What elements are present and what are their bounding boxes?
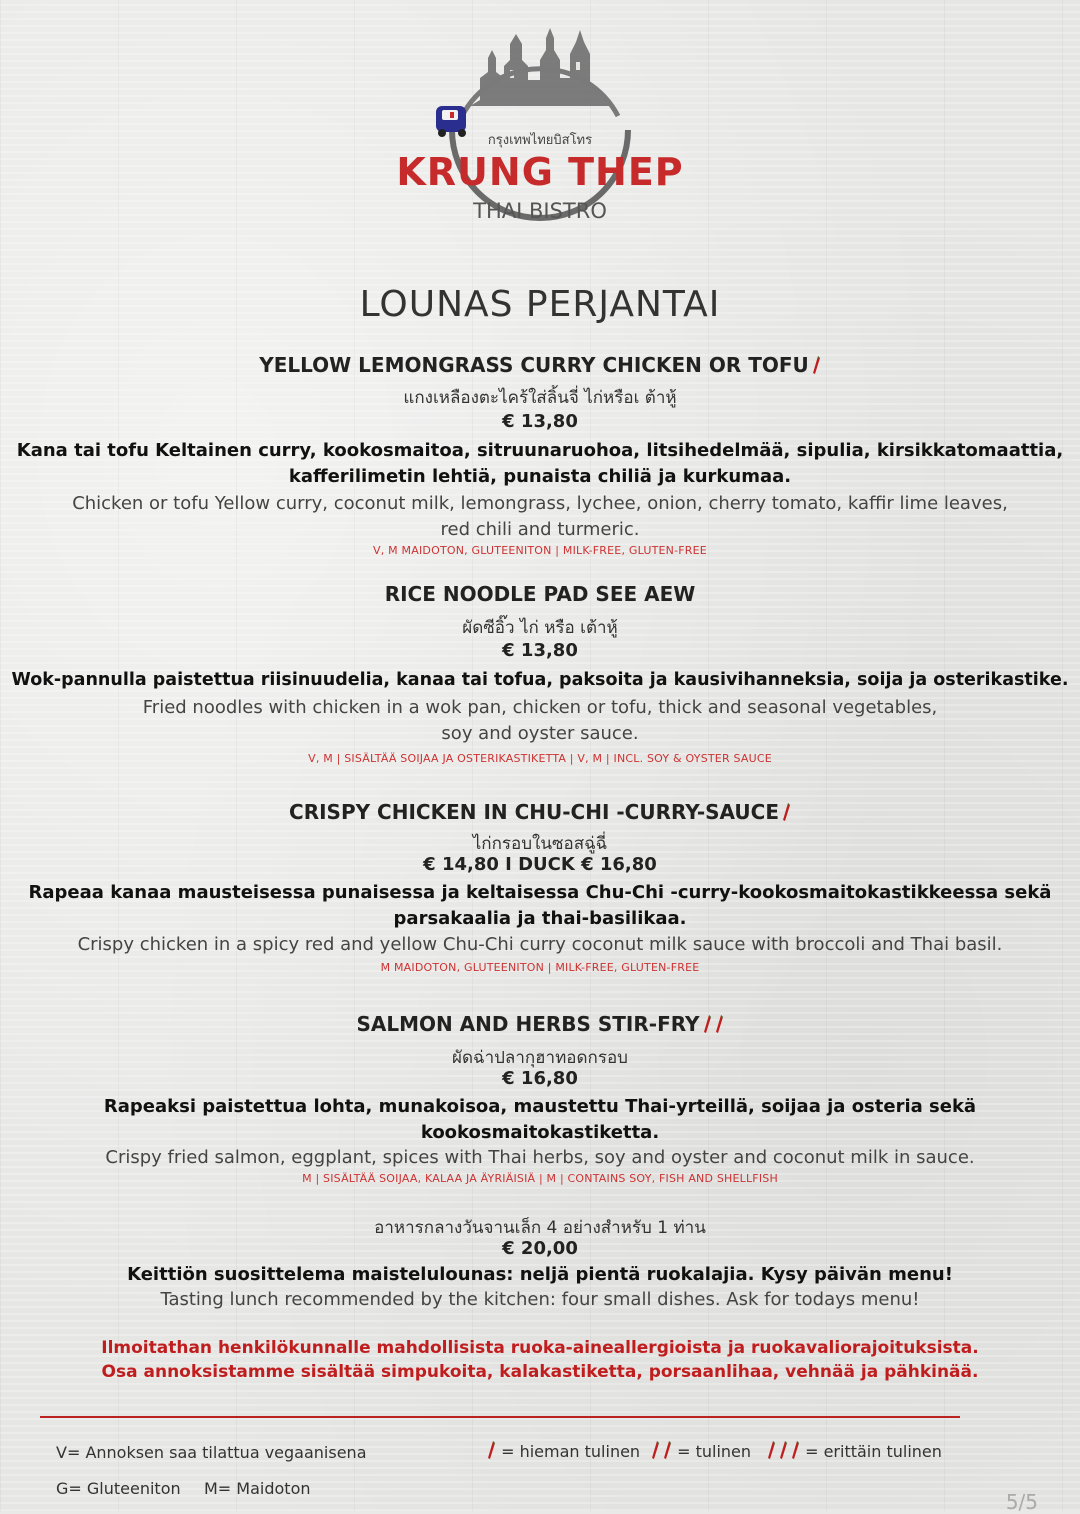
dish-description-en: red chili and turmeric. [440,519,640,540]
legend-mild-label: = hieman tulinen [501,1442,641,1461]
dish-diet-tags: M | SISÄLTÄÄ SOIJAA, KALAA JA ÄYRIÄISIÄ | M | CONTAINS SOY, FISH AND SHELLFISH [302,1172,778,1185]
tasting-description-fi: Keittiön suosittelema maistelulounas: neljä pientä ruokalajia. Kysy päivän menu! [127,1264,953,1285]
dish-name [0,800,1080,824]
dish-name [0,1012,1080,1036]
logo-name: KRUNG THEP [396,150,684,194]
chili-icon [766,1440,776,1460]
legend-hot [764,1440,942,1461]
logo-thai-name: กรุงเทพไทยบิสโทร [487,133,593,148]
dish-description-en: soy and oyster sauce. [441,723,639,744]
page-number: 5/5 [1005,1490,1038,1514]
dish-description-fi: Wok-pannulla paistettua riisinuudelia, kanaa tai tofua, paksoita ja kausivihanneksia, soija ja osterikastike. [11,670,1069,690]
tasting-thai-name: อาหารกลางวันจานเล็ก 4 อย่างสำหรับ 1 ท่าน [374,1218,706,1238]
legend-hot-label: = erittäin tulinen [805,1442,942,1461]
dish-description-fi: parsakaalia ja thai-basilikaa. [393,908,687,929]
chili-icon [702,1014,712,1034]
page-title: LOUNAS PERJANTAI [359,284,721,325]
legend-milk-free: M= Maidoton [204,1479,311,1498]
dish-diet-tags: V, M | SISÄLTÄÄ SOIJAA JA OSTERIKASTIKETTA | V, M | INCL. SOY & OYSTER SAUCE [308,752,772,765]
dish-diet-tags: V, M MAIDOTON, GLUTEENITON | MILK-FREE, GLUTEN-FREE [373,544,707,557]
chili-icon [662,1440,672,1460]
chili-icon [486,1440,496,1460]
chili-icon [781,802,791,822]
dish-description-en: Crispy fried salmon, eggplant, spices with Thai herbs, soy and oyster and coconut milk in sauce. [105,1147,975,1168]
dish-diet-tags: M MAIDOTON, GLUTEENITON | MILK-FREE, GLUTEN-FREE [380,961,700,974]
dish-thai-name: แกงเหลืองตะไคร้ใส่ลิ้นจี่ ไก่หรือเ ต้าหู้ [403,388,677,408]
dish-name-text: CRISPY CHICKEN IN CHU-CHI -CURRY-SAUCE [289,800,779,824]
allergy-notice: Osa annoksistamme sisältää simpukoita, kalakastiketta, porsaanlihaa, vehnää ja pähkinää. [101,1362,979,1382]
dish-description-en: Fried noodles with chicken in a wok pan, chicken or tofu, thick and seasonal vegetables, [142,697,938,718]
dish-description-fi: Rapeaa kanaa mausteisessa punaisessa ja keltaisessa Chu-Chi -curry-kookosmaitokastikkeessa sekä [28,882,1052,903]
dish-description-en: Crispy chicken in a spicy red and yellow Chu-Chi curry coconut milk sauce with broccoli and Thai basil. [77,934,1003,955]
dish-price: € 14,80 I DUCK € 16,80 [423,854,657,875]
legend-mild [484,1440,640,1461]
chili-icon [650,1440,660,1460]
tasting-price: € 20,00 [502,1238,578,1259]
legend-medium [648,1440,751,1461]
dish-name-text: SALMON AND HERBS STIR-FRY [356,1012,700,1036]
dish-description-fi: kafferilimetin lehtiä, punaista chiliä ja kurkumaa. [288,466,792,487]
dish-description-fi: Kana tai tofu Keltainen curry, kookosmaitoa, sitruunaruohoa, litsihedelmää, sipulia, kirsikkatomaattia, [16,440,1064,461]
chili-icon [714,1014,724,1034]
logo-subtitle: THAI BISTRO [473,199,607,223]
legend-medium-label: = tulinen [677,1442,752,1461]
dish-price: € 16,80 [502,1068,578,1089]
allergy-notice: Ilmoitathan henkilökunnalle mahdollisista ruoka-aineallergioista ja ruokavaliorajoituksista. [101,1338,979,1358]
dish-price: € 13,80 [502,640,578,661]
dish-thai-name: ผัดฉ่าปลากุฮาทอดกรอบ [452,1048,628,1068]
legend-gluten-free: G= Gluteeniton [56,1479,181,1498]
tasting-description-en: Tasting lunch recommended by the kitchen: four small dishes. Ask for todays menu! [160,1289,920,1310]
dish-description-fi: Rapeaksi paistettua lohta, munakoisoa, maustettu Thai-yrteillä, soijaa ja osteria sekä [103,1096,977,1117]
footer-divider [40,1416,960,1418]
dish-thai-name: ไก่กรอบในซอสฉู่ฉี่ [472,834,608,854]
chili-icon [790,1440,800,1460]
dish-description-fi: kookosmaitokastiketta. [420,1122,660,1143]
dish-price: € 13,80 [502,411,578,432]
legend-vegan: V= Annoksen saa tilattua vegaanisena [56,1443,367,1462]
dish-thai-name: ผัดซีอิ๊ว ไก่ หรือ เต้าหู้ [462,618,618,638]
dish-description-en: Chicken or tofu Yellow curry, coconut milk, lemongrass, lychee, onion, cherry tomato, kaffir lime leaves, [72,493,1008,514]
chili-icon [811,355,821,375]
dish-name [0,353,1080,377]
dish-name: RICE NOODLE PAD SEE AEW [384,582,696,606]
dish-name-text: YELLOW LEMONGRASS CURRY CHICKEN OR TOFU [259,353,809,377]
chili-icon [778,1440,788,1460]
